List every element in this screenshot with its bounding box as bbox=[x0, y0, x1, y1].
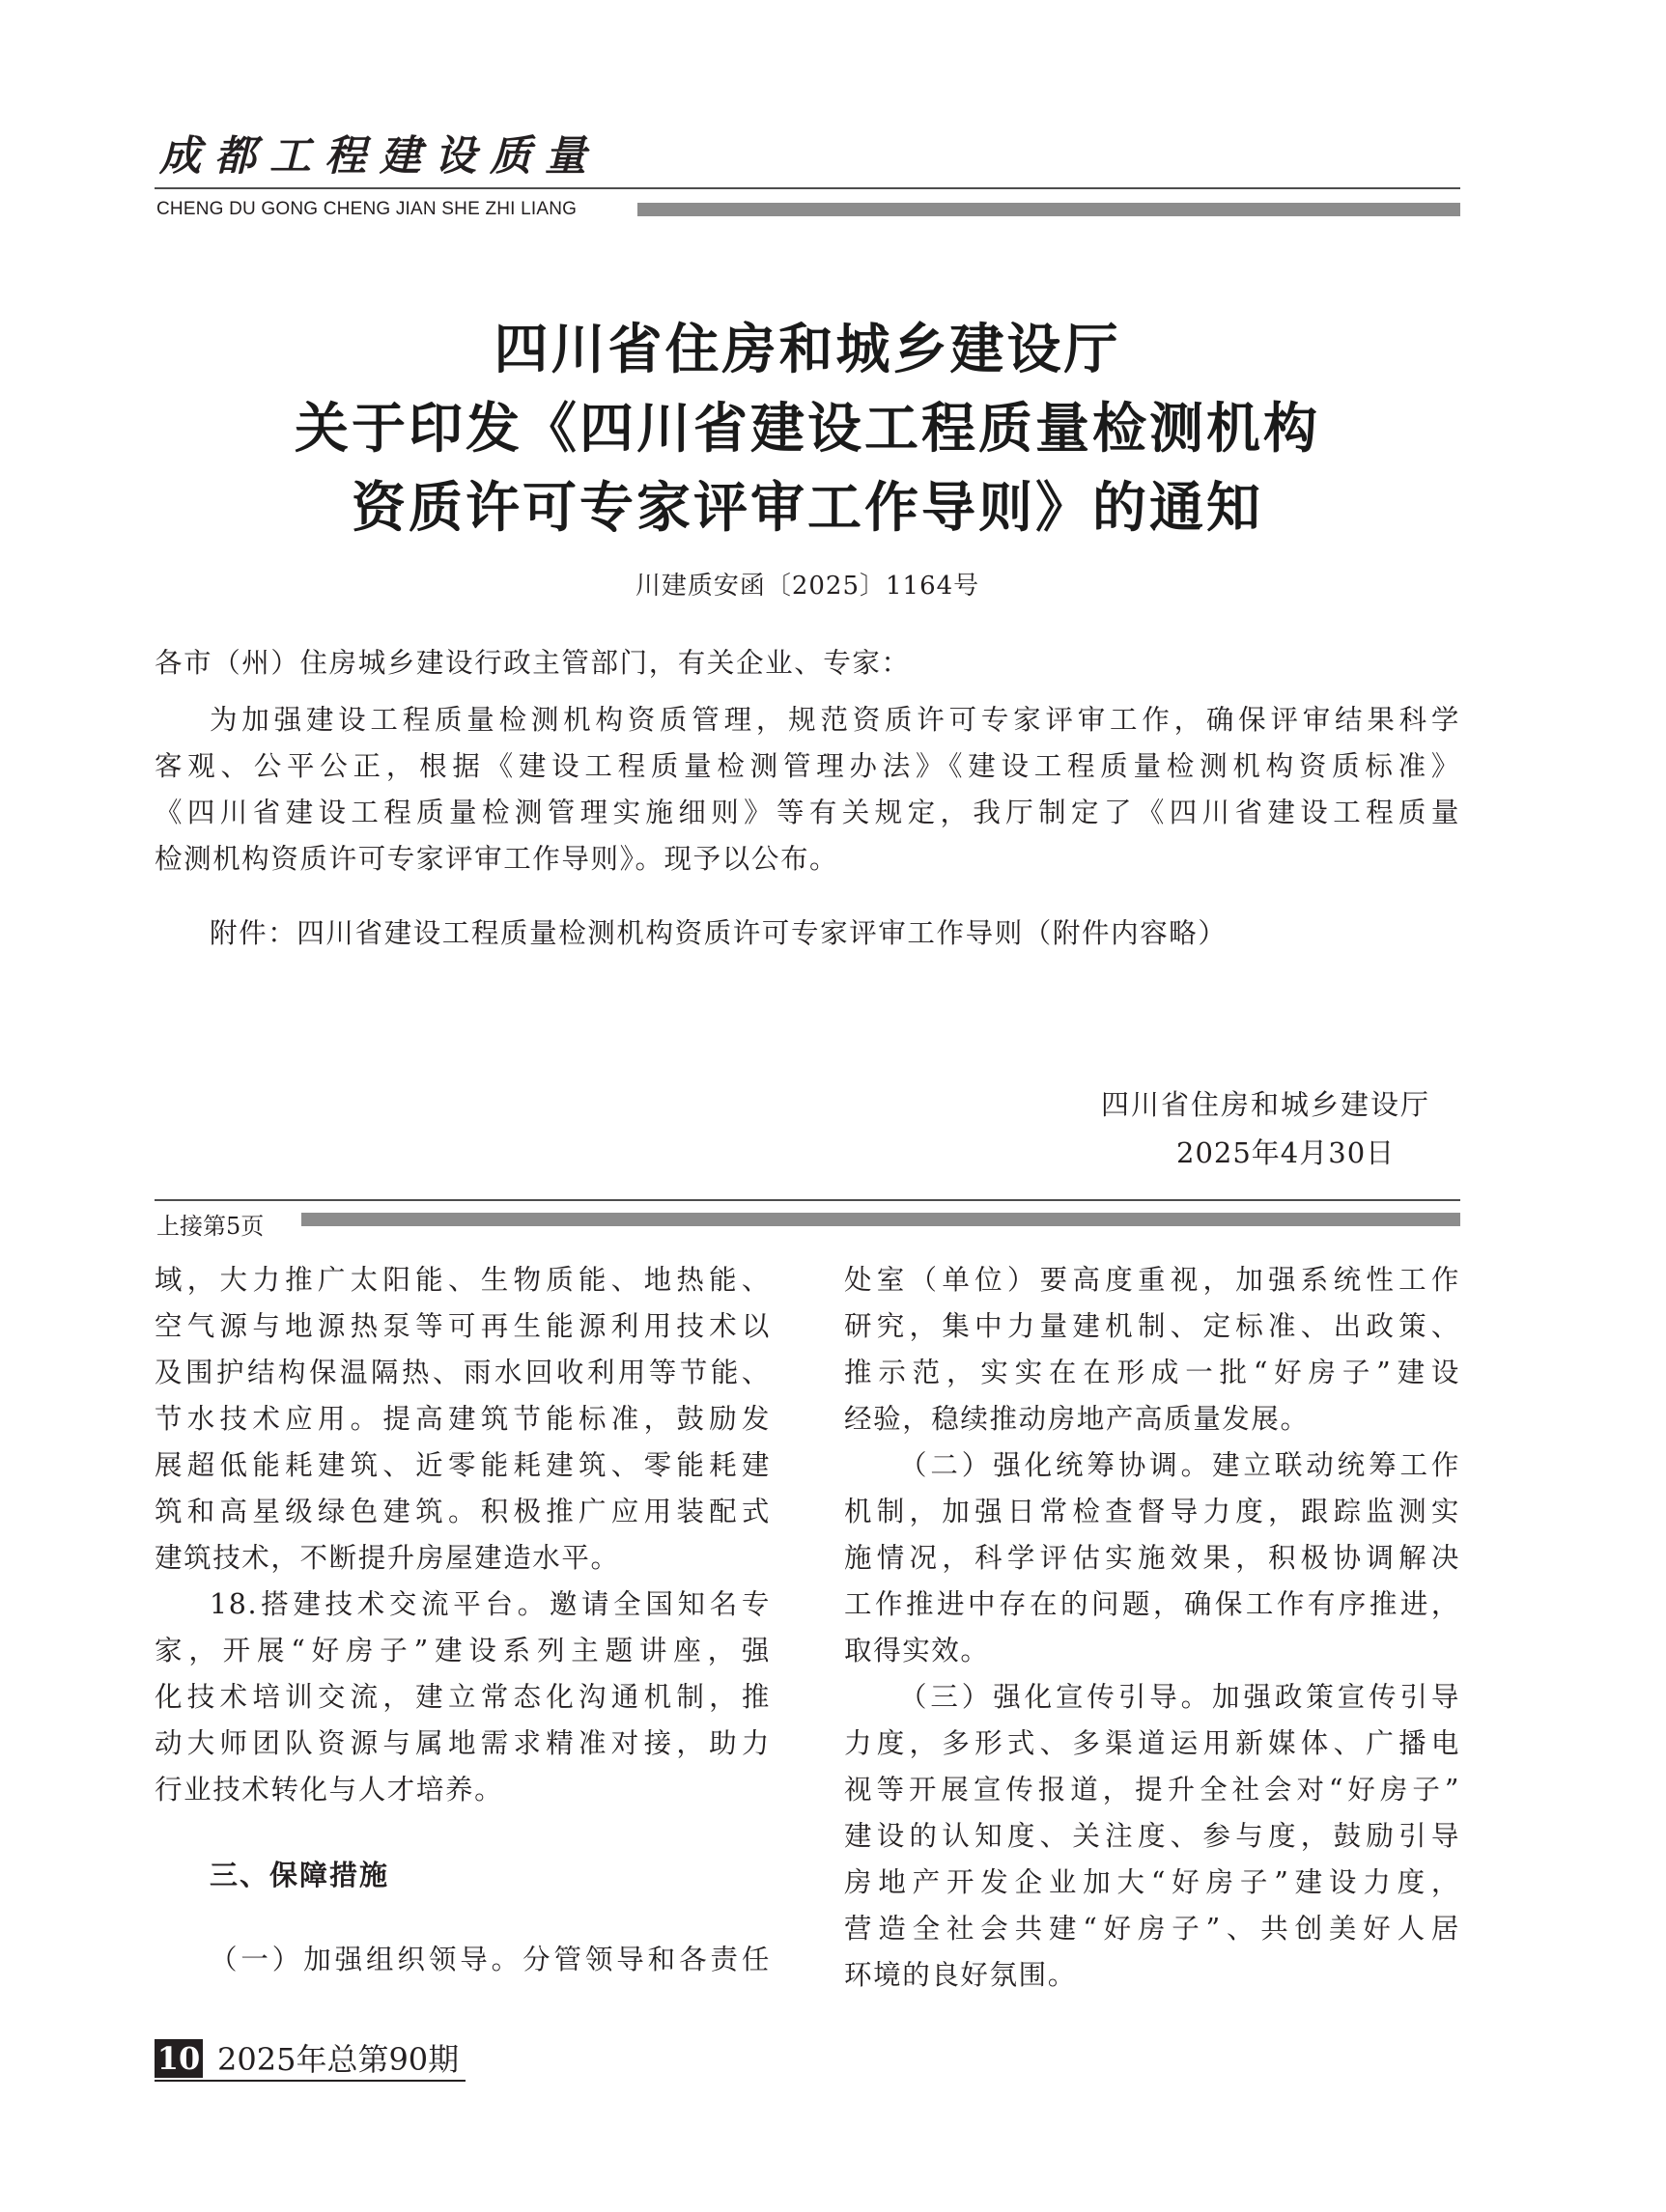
left-column-line: 筑和高星级绿色建筑。积极推广应用装配式 bbox=[155, 1496, 771, 1527]
issue-label: 2025年总第90期 bbox=[217, 2041, 460, 2078]
right-column bbox=[844, 1257, 1460, 1999]
continued-from-label: 上接第5页 bbox=[156, 1213, 265, 1240]
notice-body-line: 检测机构资质许可专家评审工作导则》。现予以公布。 bbox=[155, 843, 839, 875]
footer-underline bbox=[155, 2080, 466, 2082]
right-column-line: （三）强化宣传引导。加强政策宣传引导 bbox=[899, 1681, 1460, 1713]
left-column bbox=[155, 1257, 771, 1983]
notice-title-line-3: 资质许可专家评审工作导则》的通知 bbox=[352, 477, 1263, 540]
notice-body-paragraph bbox=[155, 697, 1460, 882]
section-heading: 三、保障措施 bbox=[210, 1859, 390, 1891]
left-column-line: （一）加强组织领导。分管领导和各责任 bbox=[210, 1944, 771, 1975]
left-column-line: 家，开展“好房子”建设系列主题讲座，强 bbox=[155, 1635, 771, 1666]
salutation: 各市（州）住房城乡建设行政主管部门，有关企业、专家： bbox=[155, 647, 911, 679]
masthead-gray-bar bbox=[637, 203, 1460, 216]
left-column-line: 18.搭建技术交流平台。邀请全国知名专 bbox=[210, 1588, 771, 1620]
page-number: 10 bbox=[155, 2039, 203, 2078]
right-column-line: 环境的良好氛围。 bbox=[844, 1959, 1077, 1991]
right-column-line: 机制，加强日常检查督导力度，跟踪监测实 bbox=[844, 1496, 1460, 1527]
document-number: 川建质安函〔2025〕1164号 bbox=[635, 572, 980, 601]
journal-masthead-title: 成都工程建设质量 bbox=[159, 132, 600, 181]
left-column-line: 节水技术应用。提高建筑节能标准，鼓励发 bbox=[155, 1403, 771, 1435]
section-gray-bar bbox=[301, 1213, 1460, 1226]
notice-body-line: 《四川省建设工程质量检测管理实施细则》等有关规定，我厅制定了《四川省建设工程质量 bbox=[155, 797, 1460, 828]
right-column-line: 施情况，科学评估实施效果，积极协调解决 bbox=[844, 1542, 1460, 1574]
notice-title-line-1: 四川省住房和城乡建设厅 bbox=[494, 319, 1121, 381]
section-divider bbox=[155, 1199, 1460, 1201]
right-column-line: 视等开展宣传报道，提升全社会对“好房子” bbox=[844, 1774, 1460, 1806]
left-column-line: 域，大力推广太阳能、生物质能、地热能、 bbox=[155, 1264, 771, 1296]
left-column-line: 行业技术转化与人才培养。 bbox=[155, 1774, 504, 1806]
notice-body-line: 为加强建设工程质量检测机构资质管理，规范资质许可专家评审工作，确保评审结果科学 bbox=[210, 704, 1460, 736]
right-column-line: 建设的认知度、关注度、参与度，鼓励引导 bbox=[844, 1820, 1460, 1852]
signature-date: 2025年4月30日 bbox=[1176, 1136, 1396, 1169]
right-column-line: 经验，稳续推动房地产高质量发展。 bbox=[844, 1403, 1310, 1435]
right-column-line: 推示范，实实在在形成一批“好房子”建设 bbox=[844, 1357, 1460, 1388]
left-column-line: 展超低能耗建筑、近零能耗建筑、零能耗建 bbox=[155, 1449, 771, 1481]
masthead-divider bbox=[155, 187, 1460, 189]
right-column-line: 力度，多形式、多渠道运用新媒体、广播电 bbox=[844, 1727, 1460, 1759]
left-column-line: 空气源与地源热泵等可再生能源利用技术以 bbox=[155, 1310, 771, 1342]
right-column-line: 工作推进中存在的问题，确保工作有序推进， bbox=[844, 1588, 1460, 1620]
right-column-line: 房地产开发企业加大“好房子”建设力度， bbox=[844, 1866, 1460, 1898]
left-column-line: 动大师团队资源与属地需求精准对接，助力 bbox=[155, 1727, 771, 1759]
right-column-line: 取得实效。 bbox=[844, 1635, 990, 1666]
notice-body-line: 客观、公平公正，根据《建设工程质量检测管理办法》《建设工程质量检测机构资质标准》 bbox=[155, 750, 1460, 782]
right-column-line: 处室（单位）要高度重视，加强系统性工作 bbox=[844, 1264, 1460, 1296]
right-column-line: 营造全社会共建“好房子”、共创美好人居 bbox=[844, 1913, 1460, 1945]
right-column-line: 研究，集中力量建机制、定标准、出政策、 bbox=[844, 1310, 1460, 1342]
left-column-line: 化技术培训交流，建立常态化沟通机制，推 bbox=[155, 1681, 771, 1713]
left-column-line: 及围护结构保温隔热、雨水回收利用等节能、 bbox=[155, 1357, 771, 1388]
signature-organization: 四川省住房和城乡建设厅 bbox=[1101, 1088, 1431, 1121]
journal-masthead-pinyin: CHENG DU GONG CHENG JIAN SHE ZHI LIANG bbox=[156, 199, 578, 219]
left-column-line: 建筑技术，不断提升房屋建造水平。 bbox=[155, 1542, 620, 1574]
right-column-line: （二）强化统筹协调。建立联动统筹工作 bbox=[899, 1449, 1460, 1481]
attachment-note: 附件：四川省建设工程质量检测机构资质许可专家评审工作导则（附件内容略） bbox=[210, 917, 1228, 949]
notice-title-line-2: 关于印发《四川省建设工程质量检测机构 bbox=[295, 398, 1320, 461]
